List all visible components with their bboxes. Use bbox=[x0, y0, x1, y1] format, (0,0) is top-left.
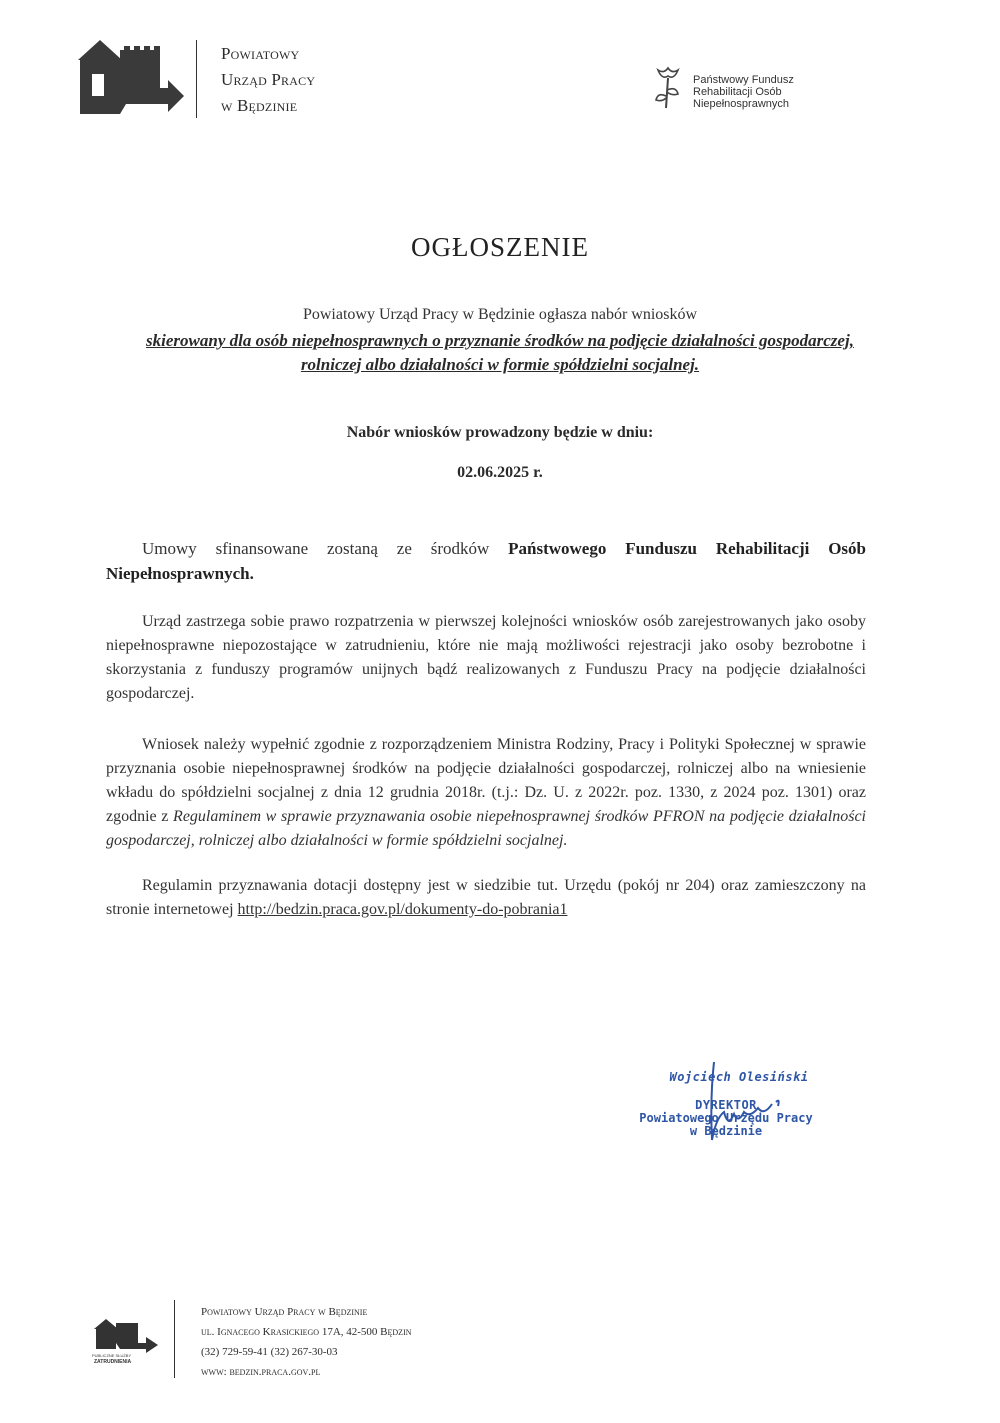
nabor-date: 02.06.2025 r. bbox=[457, 464, 543, 481]
paragraph-text: Regulamin przyznawania dotacji dostępny jest w siedzibie tut. Urzędu (pokój nr 204) oraz zamieszczony na stronie internetowej bbox=[106, 877, 866, 918]
fund-name: Państwowego Funduszu Rehabilitacji Osób Niepełnosprawnych. bbox=[106, 539, 866, 583]
stamp-role: DYREKTOR bbox=[695, 1098, 757, 1112]
footer-address bbox=[201, 1302, 412, 1382]
signature-icon bbox=[652, 1058, 822, 1154]
pup-logo-icon bbox=[76, 40, 188, 116]
office-name-line: Powiatowy bbox=[221, 44, 300, 63]
psz-logo-icon bbox=[90, 1313, 162, 1365]
paragraph-regulation bbox=[106, 874, 866, 922]
svg-text:ZATRUDNIENIA: ZATRUDNIENIA bbox=[94, 1359, 132, 1365]
office-name-line: w Będzinie bbox=[221, 96, 298, 115]
footer-website[interactable]: www: bedzin.praca.gov.pl bbox=[201, 1366, 321, 1378]
paragraph-funding bbox=[106, 536, 866, 586]
svg-text:PUBLICZNE SŁUŻBY: PUBLICZNE SŁUŻBY bbox=[92, 1353, 132, 1358]
footer-street: ul. Ignacego Krasickiego 17A, 42-500 Będzin bbox=[201, 1326, 412, 1338]
page-title: OGŁOSZENIE bbox=[411, 232, 589, 262]
documents-link[interactable]: http://bedzin.praca.gov.pl/dokumenty-do-pobrania1 bbox=[237, 901, 568, 918]
paragraph-priority: Urząd zastrzega sobie prawo rozpatrzenia w pierwszej kolejności wniosków osób zarejestrowanych jako osoby niepełnosprawne niepozostające w zatrudnieniu, które nie mają możliwości rejestracji jako osoby bezrobotne i skorzystania z funduszy programów unijnych bądź realizowanych z Funduszu Pracy na podjęcie działalności gospodarczej. bbox=[106, 613, 866, 702]
pfron-flower-icon bbox=[654, 66, 682, 110]
office-name bbox=[221, 41, 315, 119]
pfron-name bbox=[693, 74, 794, 110]
pfron-name-line: Rehabilitacji Osób bbox=[693, 86, 782, 98]
regulation-title: Regulaminem w sprawie przyznawania osobie niepełnosprawnej środków PFRON na podjęcie działalności gospodarczej, rolniczej albo działalności w formie spółdzielni socjalnej. bbox=[106, 808, 866, 849]
office-name-line: Urząd Pracy bbox=[221, 70, 316, 89]
pfron-name-line: Niepełnosprawnych bbox=[693, 98, 789, 110]
paragraph-application bbox=[106, 733, 866, 853]
stamp-location: w Będzinie bbox=[689, 1124, 763, 1138]
pfron-name-line: Państwowy Fundusz bbox=[693, 74, 794, 86]
paragraph-text: Wniosek należy wypełnić zgodnie z rozporządzeniem Ministra Rodziny, Pracy i Polityki Społecznej w sprawie przyznania osobie niepełnosprawnej środków na podjęcie działalności gospodarczej, rolniczej albo na wniesienie wkładu do spółdzielni socjalnej z dnia 12 grudnia 2018r. (t.j.: Dz. U. z 2022r. poz. 1330, z 2024 poz. 1301) oraz zgodnie z bbox=[106, 736, 866, 825]
nabor-label: Nabór wniosków prowadzony będzie w dniu: bbox=[346, 424, 654, 441]
header-divider bbox=[196, 40, 197, 118]
footer-divider bbox=[174, 1300, 175, 1378]
stamp-org: Powiatowego Urzędu Pracy bbox=[639, 1111, 813, 1125]
footer-office-name: Powiatowy Urząd Pracy w Będzinie bbox=[201, 1306, 368, 1318]
announcement-subject: skierowany dla osób niepełnosprawnych o przyznanie środków na podjęcie działalności gospodarczej, rolniczej albo działalności w formie spółdzielni socjalnej. bbox=[146, 331, 854, 374]
footer-phone: (32) 729-59-41 (32) 267-30-03 bbox=[201, 1346, 338, 1358]
stamp-name: Wojciech Olesiński bbox=[669, 1070, 809, 1084]
intro-text: Powiatowy Urząd Pracy w Będzinie ogłasza nabór wniosków bbox=[302, 306, 698, 323]
paragraph-text: Umowy sfinansowane zostaną ze środków bbox=[142, 539, 509, 558]
